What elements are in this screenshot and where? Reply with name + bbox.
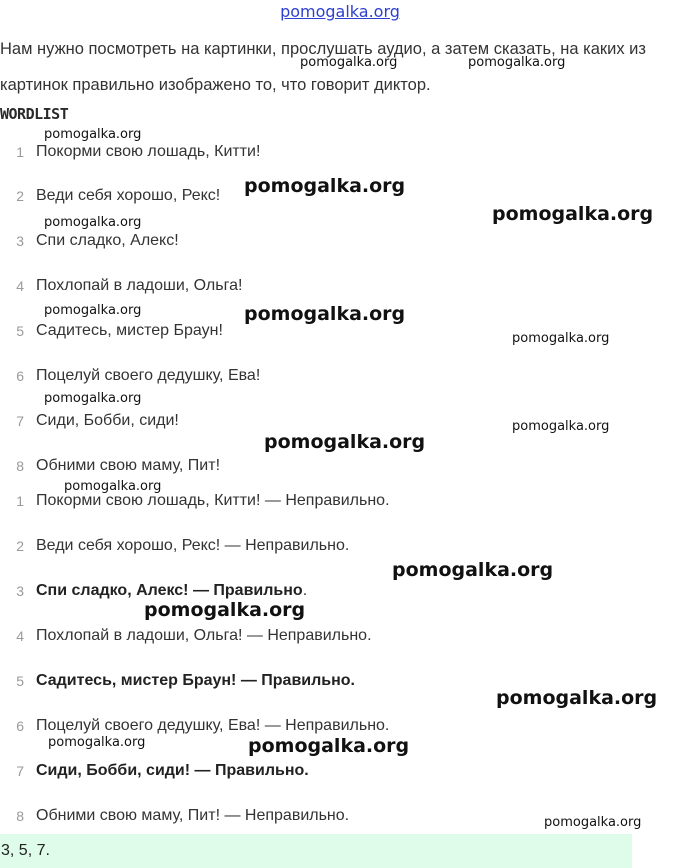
answer-text: Обними свою маму, Пит! — Неправильно. bbox=[36, 807, 350, 824]
watermark: pomogalka.org bbox=[44, 303, 142, 318]
answer-tail: . bbox=[302, 582, 308, 599]
watermark: pomogalka.org bbox=[544, 815, 642, 830]
watermark: pomogalka.org bbox=[44, 127, 142, 142]
wordlist-heading: WORDLIST bbox=[0, 105, 69, 123]
final-answer: 3, 5, 7. bbox=[1, 842, 50, 859]
watermark: pomogalka.org bbox=[392, 559, 554, 581]
item-text: Покорми свою лошадь, Китти! bbox=[36, 143, 261, 160]
watermark: pomogalka.org bbox=[244, 303, 406, 325]
watermark: pomogalka.org bbox=[64, 479, 162, 494]
watermark: pomogalka.org bbox=[48, 735, 146, 750]
answer-item bbox=[0, 756, 660, 786]
item-number: 3 bbox=[16, 583, 24, 599]
answer-text: Поцелуй своего дедушку, Ева! — Неправильно. bbox=[36, 717, 390, 734]
answer-item bbox=[0, 576, 660, 606]
watermark: pomogalka.org bbox=[144, 599, 306, 621]
item-number: 8 bbox=[16, 458, 24, 474]
site-link[interactable]: pomogalka.org bbox=[280, 2, 400, 21]
wordlist-item bbox=[0, 226, 660, 256]
answer-text-correct: Садитесь, мистер Браун! — Правильно. bbox=[36, 672, 355, 689]
answer-text: Покорми свою лошадь, Китти! — Неправильно. bbox=[36, 492, 390, 509]
answer-item bbox=[0, 531, 660, 561]
item-text: Поцелуй своего дедушку, Ева! bbox=[36, 367, 261, 384]
item-number: 2 bbox=[16, 538, 24, 554]
item-text: Обними свою маму, Пит! bbox=[36, 457, 221, 474]
wordlist-item bbox=[0, 451, 660, 481]
item-number: 2 bbox=[16, 188, 24, 204]
item-number: 5 bbox=[16, 673, 24, 689]
item-text: Веди себя хорошо, Рекс! bbox=[36, 187, 221, 204]
wordlist-item bbox=[0, 361, 660, 391]
item-number: 1 bbox=[16, 144, 24, 160]
final-answer-box bbox=[0, 834, 632, 868]
item-number: 4 bbox=[16, 628, 24, 644]
item-number: 3 bbox=[16, 233, 24, 249]
item-text: Похлопай в ладоши, Ольга! bbox=[36, 277, 243, 294]
answer-text: Похлопай в ладоши, Ольга! — Неправильно. bbox=[36, 627, 372, 644]
wordlist-item bbox=[0, 271, 660, 301]
task-description: Нам нужно посмотреть на картинки, прослушать аудио, а затем сказать, на каких из картинок правильно изображено то, что говорит диктор. bbox=[0, 40, 646, 94]
watermark: pomogalka.org bbox=[244, 175, 406, 197]
item-number: 6 bbox=[16, 368, 24, 384]
watermark: pomogalka.org bbox=[264, 431, 426, 453]
watermark: pomogalka.org bbox=[496, 687, 658, 709]
answer-text-correct: Спи сладко, Алекс! — Правильно bbox=[36, 582, 303, 599]
answer-text-correct: Сиди, Бобби, сиди! — Правильно. bbox=[36, 762, 309, 779]
item-number: 8 bbox=[16, 808, 24, 824]
watermark: pomogalka.org bbox=[300, 55, 398, 70]
answer-item bbox=[0, 621, 660, 651]
item-number: 1 bbox=[16, 493, 24, 509]
item-number: 7 bbox=[16, 413, 24, 429]
item-number: 7 bbox=[16, 763, 24, 779]
watermark: pomogalka.org bbox=[44, 215, 142, 230]
watermark: pomogalka.org bbox=[512, 331, 610, 346]
watermark: pomogalka.org bbox=[248, 735, 410, 757]
answer-text: Веди себя хорошо, Рекс! — Неправильно. bbox=[36, 537, 350, 554]
watermark: pomogalka.org bbox=[492, 203, 654, 225]
watermark: pomogalka.org bbox=[468, 55, 566, 70]
item-text: Сиди, Бобби, сиди! bbox=[36, 412, 179, 429]
item-number: 5 bbox=[16, 323, 24, 339]
watermark: pomogalka.org bbox=[44, 391, 142, 406]
item-number: 4 bbox=[16, 278, 24, 294]
watermark: pomogalka.org bbox=[512, 419, 610, 434]
item-text: Спи сладко, Алекс! bbox=[36, 232, 179, 249]
item-text: Садитесь, мистер Браун! bbox=[36, 322, 223, 339]
item-number: 6 bbox=[16, 718, 24, 734]
